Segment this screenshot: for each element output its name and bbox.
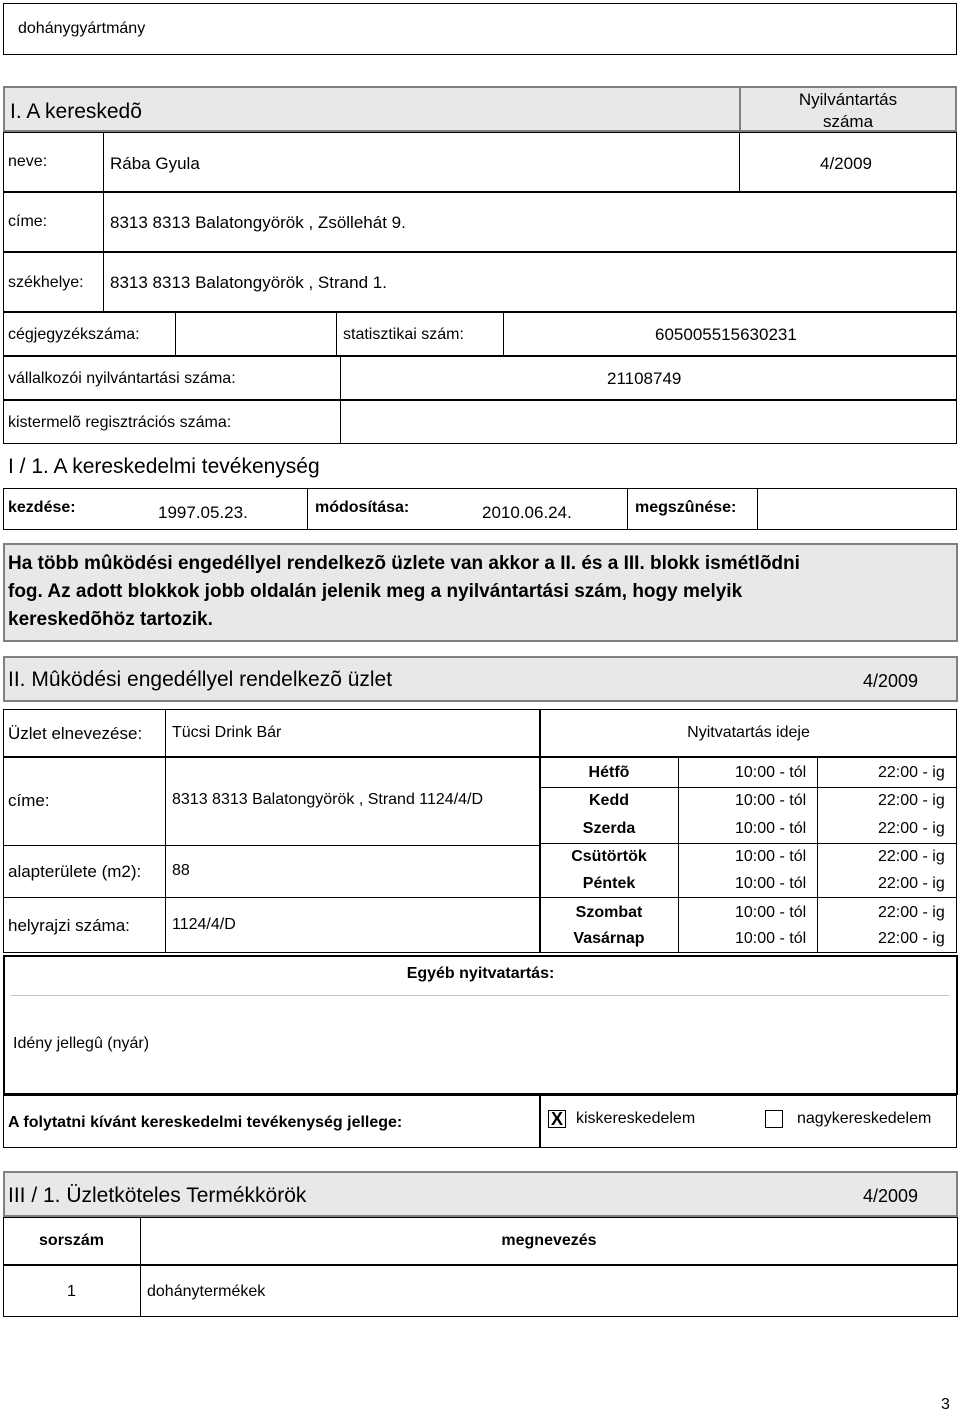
hours-to: 22:00 - ig [878, 820, 945, 837]
hours-to: 22:00 - ig [878, 904, 945, 921]
section3-reg-value: 4/2009 [863, 1186, 919, 1206]
hours-from: 10:00 - tól [735, 792, 807, 809]
end-label: megszûnése: [635, 499, 737, 516]
entrepreneur-label: vállalkozói nyilvántartási száma: [8, 370, 236, 387]
stat-label: statisztikai szám: [343, 326, 464, 343]
entrepreneur-value: 21108749 [607, 369, 682, 388]
reg-number-header [739, 86, 957, 132]
name-label: neve: [8, 153, 48, 170]
shop-address-value: 8313 8313 Balatongyörök , Strand 1124/4/D [172, 791, 484, 808]
seat-value: 8313 8313 Balatongyörök , Strand 1. [110, 273, 387, 292]
section1-header [3, 86, 741, 132]
day-label: Péntek [582, 875, 636, 892]
row-name: dohánytermékek [147, 1283, 266, 1300]
area-label: alapterülete (m2): [8, 862, 142, 881]
reg-number-label-2: száma [822, 112, 874, 131]
row-number: 1 [67, 1283, 76, 1300]
hours-to: 22:00 - ig [878, 764, 945, 781]
notice-line-1: Ha több mûködési engedéllyel rendelkezõ üzlete van akkor a II. és a III. blokk ismétlõdni [8, 553, 800, 574]
day-label: Vasárnap [573, 930, 645, 947]
activity-dates-row [3, 488, 957, 530]
section3-title: III / 1. Üzletköteles Termékkörök [8, 1184, 307, 1207]
other-hours-label: Egyéb nyitvatartás: [406, 965, 555, 982]
wholesale-label: nagykereskedelem [797, 1110, 932, 1127]
section3-header [3, 1171, 958, 1217]
retail-label: kiskereskedelem [576, 1110, 696, 1127]
reg-number-label-1: Nyilvántartás [798, 90, 898, 109]
parcel-value: 1124/4/D [172, 916, 236, 933]
category-text: dohánygyártmány [18, 20, 146, 37]
opening-hours-label: Nyitvatartás ideje [687, 724, 810, 741]
mod-label: módosítása: [315, 499, 410, 516]
hours-from: 10:00 - tól [735, 875, 807, 892]
company-reg-label: cégjegyzékszáma: [8, 326, 140, 343]
shop-name-label: Üzlet elnevezése: [8, 724, 143, 743]
day-label: Szombat [575, 904, 643, 921]
area-value: 88 [172, 862, 190, 879]
reg-number-value: 4/2009 [820, 154, 872, 173]
wholesale-checkbox[interactable] [765, 1110, 783, 1128]
other-hours-box [3, 955, 958, 1095]
hours-from: 10:00 - tól [735, 764, 807, 781]
shop-name-value: Tücsi Drink Bár [172, 724, 282, 741]
address-value: 8313 8313 Balatongyörök , Zsöllehát 9. [110, 213, 406, 232]
retail-checkbox[interactable]: X [548, 1110, 566, 1128]
col-name-header: megnevezés [501, 1232, 597, 1249]
section2-reg-value: 4/2009 [863, 671, 919, 691]
hours-to: 22:00 - ig [878, 792, 945, 809]
section1-title: I. A kereskedõ [10, 100, 142, 123]
smallholder-label: kistermelõ regisztrációs száma: [8, 414, 232, 431]
col-no-header: sorszám [39, 1232, 104, 1249]
day-label: Hétfõ [588, 764, 630, 781]
company-reg-row [3, 312, 957, 356]
hours-to: 22:00 - ig [878, 875, 945, 892]
day-label: Csütörtök [571, 848, 647, 865]
parcel-label: helyrajzi száma: [8, 916, 130, 935]
day-label: Kedd [589, 792, 629, 809]
seat-label: székhelye: [8, 274, 84, 291]
hours-from: 10:00 - tól [735, 848, 807, 865]
page-number: 3 [941, 1396, 950, 1413]
day-label: Szerda [582, 820, 636, 837]
hours-from: 10:00 - tól [735, 820, 807, 837]
shop-address-label: címe: [8, 791, 50, 810]
section2-title: II. Mûködési engedéllyel rendelkezõ üzlet [8, 668, 393, 691]
hours-to: 22:00 - ig [878, 930, 945, 947]
section1-1-title: I / 1. A kereskedelmi tevékenység [8, 455, 320, 478]
start-value: 1997.05.23. [158, 503, 248, 522]
activity-type-label: A folytatni kívánt kereskedelmi tevékenység jellege: [8, 1114, 403, 1131]
start-label: kezdése: [8, 499, 76, 516]
notice-line-2: fog. Az adott blokkok jobb oldalán jelenik meg a nyilvántartási szám, hogy melyik [8, 581, 743, 602]
hours-from: 10:00 - tól [735, 930, 807, 947]
notice-line-3: kereskedõhöz tartozik. [8, 609, 213, 630]
stat-value: 605005515630231 [655, 325, 797, 344]
hours-to: 22:00 - ig [878, 848, 945, 865]
notice-box [3, 543, 958, 642]
name-value: Rába Gyula [110, 154, 200, 173]
section2-header [3, 656, 958, 702]
category-box [3, 3, 957, 55]
mod-value: 2010.06.24. [482, 503, 572, 522]
other-hours-value: Idény jellegû (nyár) [13, 1035, 150, 1052]
address-label: címe: [8, 213, 48, 230]
hours-from: 10:00 - tól [735, 904, 807, 921]
